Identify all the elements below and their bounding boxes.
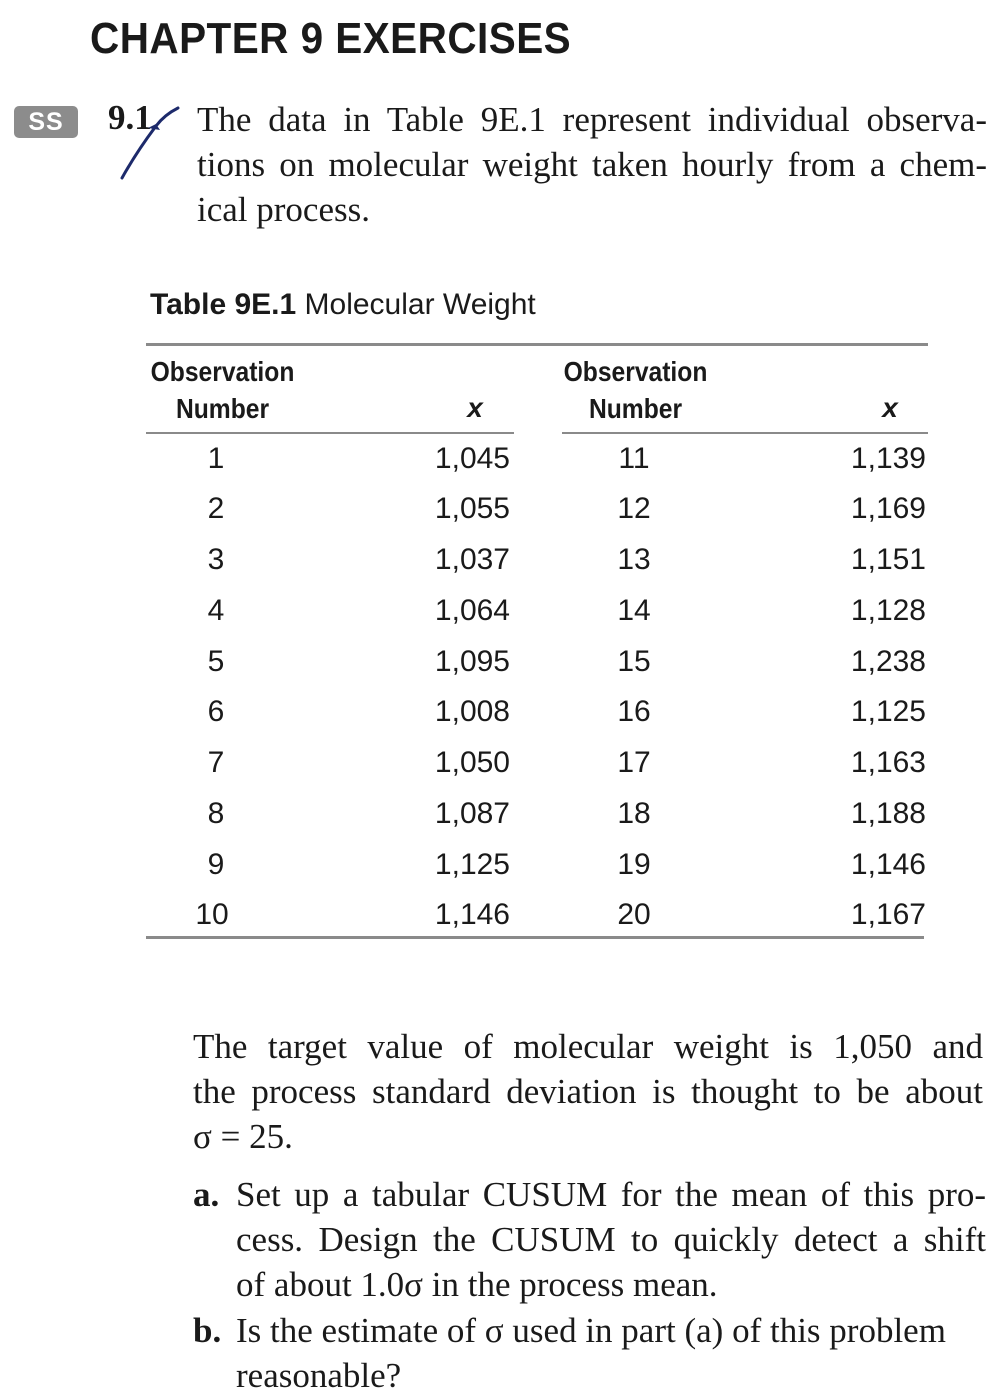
table-row bbox=[0, 586, 1001, 636]
handwritten-check-mark-icon bbox=[112, 98, 192, 184]
obs-header-left bbox=[150, 353, 295, 427]
obs-number-left: 8 bbox=[207, 797, 225, 830]
followup-line: σ = 25. bbox=[193, 1117, 293, 1156]
x-value-right: 1,163 bbox=[850, 746, 926, 779]
x-value-left: 1,055 bbox=[434, 492, 510, 525]
obs-number-left: 4 bbox=[207, 594, 225, 627]
obs-header-line2: Number bbox=[175, 393, 270, 424]
ss-badge: SS bbox=[14, 106, 78, 138]
x-value-left: 1,146 bbox=[434, 898, 510, 931]
obs-header-line1: Observation bbox=[563, 356, 708, 387]
x-value-right: 1,139 bbox=[850, 442, 926, 475]
x-header-left: x bbox=[467, 392, 483, 423]
x-value-right: 1,167 bbox=[850, 898, 926, 931]
x-value-left: 1,045 bbox=[434, 442, 510, 475]
x-value-right: 1,188 bbox=[850, 797, 926, 830]
intro-line: tions on molecular weight taken hourly from a chem- bbox=[197, 145, 987, 184]
obs-number-right: 19 bbox=[617, 848, 651, 881]
obs-number-right: 14 bbox=[617, 594, 651, 627]
obs-number-left: 9 bbox=[207, 848, 225, 881]
x-value-right: 1,238 bbox=[850, 645, 926, 678]
table-row bbox=[0, 637, 1001, 687]
part-a bbox=[193, 1172, 988, 1307]
x-header-right: x bbox=[882, 392, 898, 423]
part-a-label: a. bbox=[193, 1175, 220, 1214]
obs-header-right bbox=[563, 353, 708, 427]
x-value-left: 1,008 bbox=[434, 695, 510, 728]
part-line: cess. Design the CUSUM to quickly detect a shift bbox=[236, 1220, 986, 1259]
part-line: of about 1.0σ in the process mean. bbox=[236, 1265, 718, 1304]
table-caption-title: Molecular Weight bbox=[304, 288, 536, 321]
obs-number-right: 15 bbox=[617, 645, 651, 678]
table-caption-label: Table 9E.1 bbox=[150, 288, 297, 321]
obs-number-left: 6 bbox=[207, 695, 225, 728]
obs-number-right: 18 bbox=[617, 797, 651, 830]
obs-number-right: 13 bbox=[617, 543, 651, 576]
exercise-intro bbox=[197, 97, 987, 232]
table-row bbox=[0, 535, 1001, 585]
x-value-right: 1,146 bbox=[850, 848, 926, 881]
table-row bbox=[0, 484, 1001, 534]
table-bottom-rule bbox=[146, 936, 924, 939]
obs-number-left: 2 bbox=[207, 492, 225, 525]
table-row bbox=[0, 789, 1001, 839]
intro-line: The data in Table 9E.1 represent individual observa- bbox=[197, 100, 987, 139]
table-row bbox=[0, 738, 1001, 788]
x-value-right: 1,128 bbox=[850, 594, 926, 627]
table-row bbox=[0, 840, 1001, 890]
x-value-right: 1,125 bbox=[850, 695, 926, 728]
part-line: Is the estimate of σ used in part (a) of this problem bbox=[236, 1311, 946, 1350]
obs-number-right: 12 bbox=[617, 492, 651, 525]
obs-header-line2: Number bbox=[588, 393, 683, 424]
table-row bbox=[0, 890, 1001, 940]
obs-number-left: 3 bbox=[207, 543, 225, 576]
obs-number-right: 20 bbox=[617, 898, 651, 931]
intro-line: ical process. bbox=[197, 190, 370, 229]
obs-number-left: 5 bbox=[207, 645, 225, 678]
table-top-rule bbox=[146, 343, 928, 346]
table-caption bbox=[150, 288, 536, 322]
obs-number-right: 16 bbox=[617, 695, 651, 728]
chapter-title: CHAPTER 9 EXERCISES bbox=[90, 14, 572, 63]
followup-line: the process standard deviation is thought to be about bbox=[193, 1072, 983, 1111]
obs-header-line1: Observation bbox=[150, 356, 295, 387]
obs-number-left: 1 bbox=[207, 442, 225, 475]
obs-number-right: 11 bbox=[618, 442, 650, 475]
part-a-text bbox=[236, 1172, 986, 1307]
part-line: Set up a tabular CUSUM for the mean of this pro- bbox=[236, 1175, 986, 1214]
obs-number-right: 17 bbox=[617, 746, 651, 779]
part-b-label: b. bbox=[193, 1311, 222, 1350]
x-value-left: 1,050 bbox=[434, 746, 510, 779]
obs-number-left: 10 bbox=[195, 898, 229, 931]
exercise-number: 9.1 bbox=[108, 98, 152, 137]
table-row bbox=[0, 687, 1001, 737]
x-value-left: 1,125 bbox=[434, 848, 510, 881]
x-value-left: 1,087 bbox=[434, 797, 510, 830]
x-value-left: 1,037 bbox=[434, 543, 510, 576]
obs-number-left: 7 bbox=[207, 746, 225, 779]
table-row bbox=[0, 434, 1001, 484]
followup-paragraph bbox=[193, 1024, 983, 1159]
x-value-right: 1,169 bbox=[850, 492, 926, 525]
x-value-right: 1,151 bbox=[850, 543, 926, 576]
followup-line: The target value of molecular weight is 1,050 and bbox=[193, 1027, 983, 1066]
x-value-left: 1,095 bbox=[434, 645, 510, 678]
x-value-left: 1,064 bbox=[434, 594, 510, 627]
part-line: reasonable? bbox=[236, 1356, 402, 1395]
